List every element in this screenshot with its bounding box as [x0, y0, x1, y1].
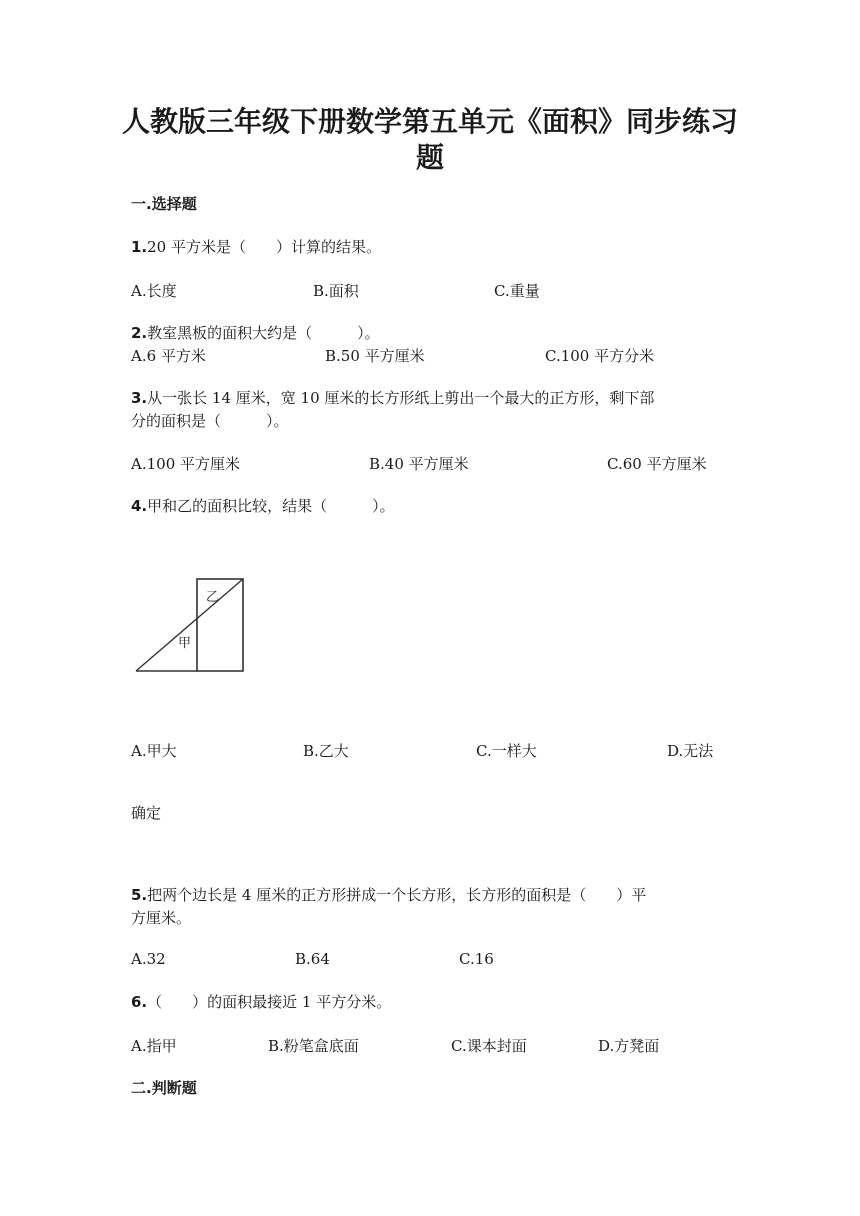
question-number: 2.: [131, 324, 148, 342]
question-text: 把两个边长是 4 厘米的正方形拼成一个长方形，长方形的面积是（ ）平: [147, 886, 647, 904]
option-6a: A.指甲: [131, 1037, 177, 1055]
diagonal-line: [136, 579, 243, 671]
label-yi: 乙: [206, 590, 220, 605]
question-text: 20 平方米是（ ）计算的结果。: [147, 238, 381, 256]
question-3-continued: 分的面积是（ ）。: [131, 412, 289, 430]
option-4b: B.乙大: [303, 742, 349, 760]
question-number: 6.: [131, 993, 148, 1011]
question-5: [131, 884, 646, 905]
question-number: 5.: [131, 886, 148, 904]
question-number: 1.: [131, 238, 148, 256]
option-4d: D.无法: [667, 742, 714, 760]
option-3a: A.100 平方厘米: [131, 455, 240, 473]
option-1c: C.重量: [494, 282, 540, 300]
option-5c: C.16: [459, 950, 494, 968]
option-3b: B.40 平方厘米: [369, 455, 469, 473]
label-jia: 甲: [178, 636, 192, 651]
section-heading-choice: 一.选择题: [131, 195, 197, 213]
question-1: [131, 236, 381, 257]
question-3: [131, 387, 654, 408]
option-4a: A.甲大: [131, 742, 177, 760]
question-text: 甲和乙的面积比较，结果（ ）。: [147, 497, 395, 515]
question-4: [131, 495, 395, 516]
question-6: [131, 991, 391, 1012]
area-comparison-figure: [130, 570, 255, 680]
option-4d-continued: 确定: [131, 804, 162, 822]
question-5-continued: 方厘米。: [131, 909, 192, 927]
question-2: [131, 322, 380, 343]
option-3c: C.60 平方厘米: [607, 455, 707, 473]
page-title: 人教版三年级下册数学第五单元《面积》同步练习: [121, 105, 738, 138]
rectangle-shape: [197, 579, 243, 671]
option-5b: B.64: [295, 950, 330, 968]
option-1b: B.面积: [313, 282, 359, 300]
question-text: 从一张长 14 厘米，宽 10 厘米的长方形纸上剪出一个最大的正方形，剩下部: [147, 389, 655, 407]
page-title-continued: 题: [415, 141, 444, 174]
option-2b: B.50 平方厘米: [325, 347, 425, 365]
section-heading-judgment: 二.判断题: [131, 1079, 197, 1097]
question-number: 3.: [131, 389, 148, 407]
option-1a: A.长度: [131, 282, 177, 300]
question-text: 教室黑板的面积大约是（ ）。: [147, 324, 380, 342]
option-4c: C.一样大: [476, 742, 537, 760]
option-2c: C.100 平方分米: [545, 347, 655, 365]
option-6c: C.课本封面: [451, 1037, 527, 1055]
option-6b: B.粉笔盒底面: [268, 1037, 359, 1055]
option-2a: A.6 平方米: [131, 347, 206, 365]
option-6d: D.方凳面: [598, 1037, 660, 1055]
question-text: （ ）的面积最接近 1 平方分米。: [147, 993, 392, 1011]
question-number: 4.: [131, 497, 148, 515]
option-5a: A.32: [131, 950, 166, 968]
